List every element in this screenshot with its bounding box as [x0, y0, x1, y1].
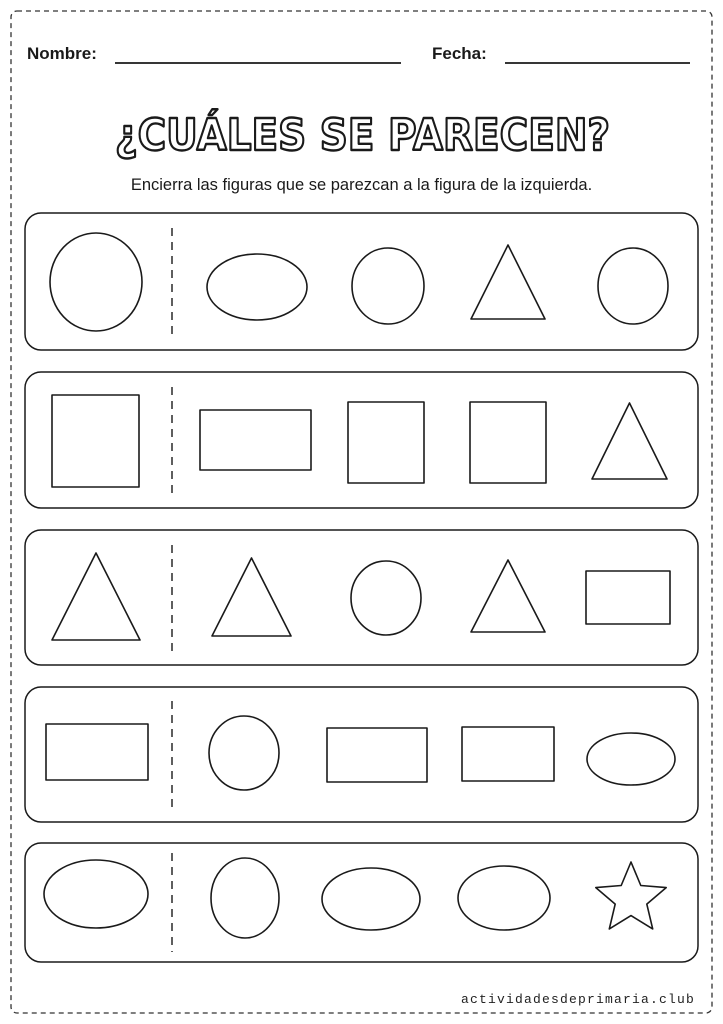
row-2-option-3-square-shape	[470, 402, 546, 483]
page-title: ¿CUÁLES SE PARECEN?	[115, 110, 675, 161]
row-5-option-4-star-shape	[596, 862, 666, 929]
date-label: Fecha:	[432, 44, 487, 63]
row-1-reference-circle-shape	[50, 233, 142, 331]
instructions-text: Encierra las figuras que se parezcan a la figura de la izquierda.	[130, 176, 593, 194]
row-1-option-1-ellipse-shape	[207, 254, 307, 320]
shapes-group	[44, 233, 675, 938]
row-3-option-3-triangle-shape	[471, 560, 545, 632]
row-4-option-1-circle-shape	[209, 716, 279, 790]
row-3-option-4-rectangle-shape	[586, 571, 670, 624]
exercise-row-1	[25, 213, 698, 350]
row-2-reference-square-shape	[52, 395, 139, 487]
row-3-reference-triangle-shape	[52, 553, 140, 640]
name-label: Nombre:	[27, 44, 97, 63]
row-4-option-3-rectangle-shape	[462, 727, 554, 781]
exercise-row-5	[25, 843, 698, 962]
exercise-row-4	[25, 687, 698, 822]
row-2-option-2-square-shape	[348, 402, 424, 483]
row-2-option-4-triangle-shape	[592, 403, 667, 479]
row-3-option-1-triangle-shape	[212, 558, 291, 636]
row-4-reference-rectangle-shape	[46, 724, 148, 780]
row-1-option-3-triangle-shape	[471, 245, 545, 319]
row-1-option-4-circle-shape	[598, 248, 668, 324]
row-5-option-3-ellipse-shape	[458, 866, 550, 930]
exercise-row-3	[25, 530, 698, 665]
row-3-option-2-circle-shape	[351, 561, 421, 635]
row-2-option-1-rectangle-shape	[200, 410, 311, 470]
row-5-option-1-ellipse-shape	[211, 858, 279, 938]
row-1-option-2-circle-shape	[352, 248, 424, 324]
footer-website: actividadesdeprimaria.club	[460, 992, 695, 1007]
row-4-option-4-ellipse-shape	[587, 733, 675, 785]
row-4-option-2-rectangle-shape	[327, 728, 427, 782]
row-5-option-2-ellipse-shape	[322, 868, 420, 930]
row-5-reference-ellipse-shape	[44, 860, 148, 928]
